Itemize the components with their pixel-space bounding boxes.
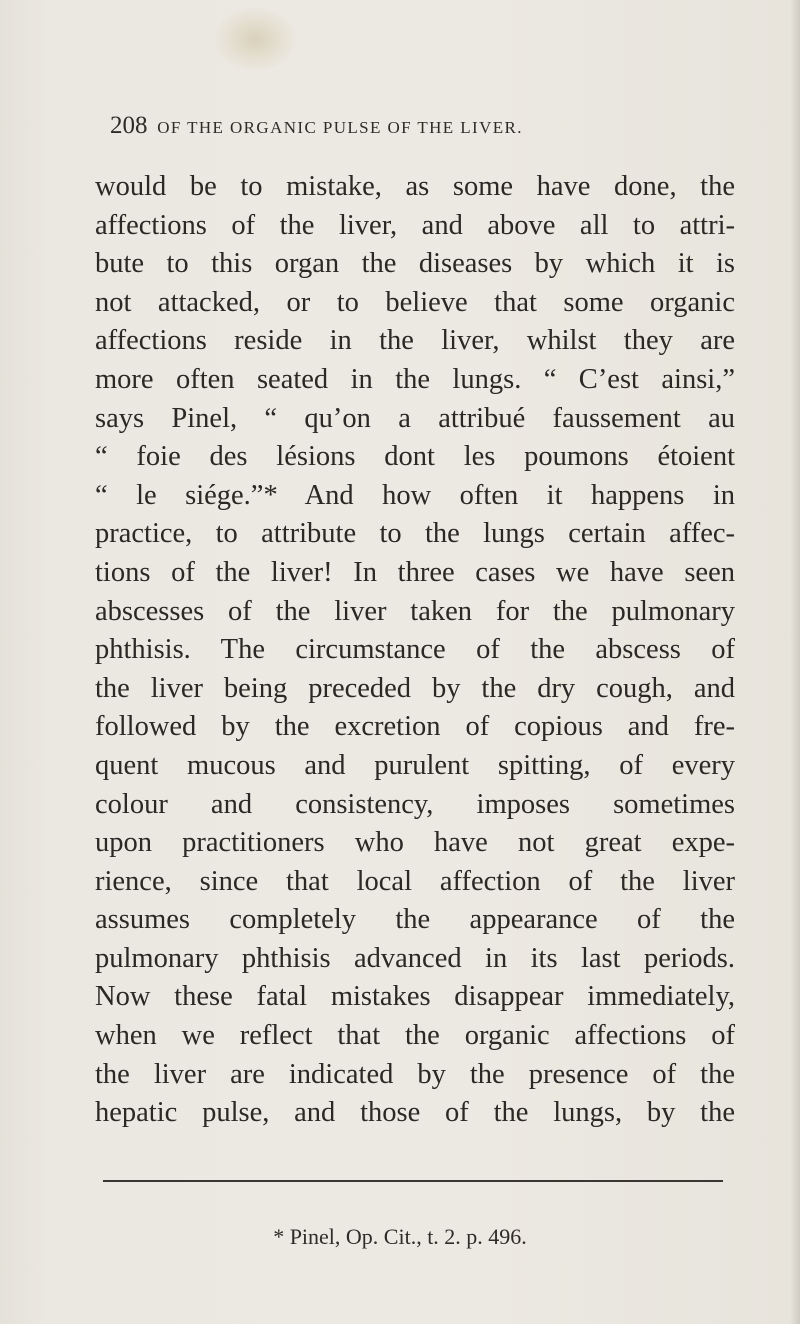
text-line: not attacked, or to believe that some organic [95,286,735,318]
text-line: affections of the liver, and above all to attri- [95,209,735,241]
text-line: quent mucous and purulent spitting, of every [95,749,735,781]
text-line: tions of the liver! In three cases we have seen [95,556,735,588]
text-line: “ le siége.”* And how often it happens in [95,479,735,511]
body-text [95,168,735,1133]
footnote-divider [103,1180,723,1182]
text-line: more often seated in the lungs. “ C’est ainsi,” [95,363,735,395]
text-line: “ foie des lésions dont les poumons étoient [95,441,735,473]
text-line: would be to mistake, as some have done, the [95,171,735,202]
paper-stain [215,8,295,70]
text-line: abscesses of the liver taken for the pulmonary [95,595,735,627]
text-line: Now these fatal mistakes disappear immediately, [95,981,735,1013]
text-line: affections reside in the liver, whilst they are [95,325,735,357]
text-line: rience, since that local affection of the liver [95,865,735,897]
text-line: pulmonary phthisis advanced in its last periods. [95,942,735,974]
text-line: upon practitioners who have not great expe- [95,827,735,859]
text-line: colour and consistency, imposes sometimes [95,788,735,820]
footnote: * Pinel, Op. Cit., t. 2. p. 496. [273,1224,527,1249]
text-line: when we reflect that the organic affections of [95,1020,735,1052]
text-line: the liver being preceded by the dry cough, and [95,672,735,704]
text-line: phthisis. The circumstance of the abscess of [95,634,735,666]
text-line: bute to this organ the diseases by which it is [95,248,735,280]
text-line: practice, to attribute to the lungs certain affec- [95,518,735,550]
text-line: the liver are indicated by the presence of the [95,1058,735,1090]
running-title: OF THE ORGANIC PULSE OF THE LIVER. [157,118,523,137]
text-line: says Pinel, “ qu’on a attribué faussement au [95,402,735,434]
text-line: assumes completely the appearance of the [95,904,735,936]
page-edge-shadow [790,0,800,1324]
running-header [110,112,720,140]
page-number: 208 [110,112,148,139]
text-line: hepatic pulse, and those of the lungs, by the [95,1097,735,1129]
text-line: followed by the excretion of copious and fre- [95,711,735,743]
